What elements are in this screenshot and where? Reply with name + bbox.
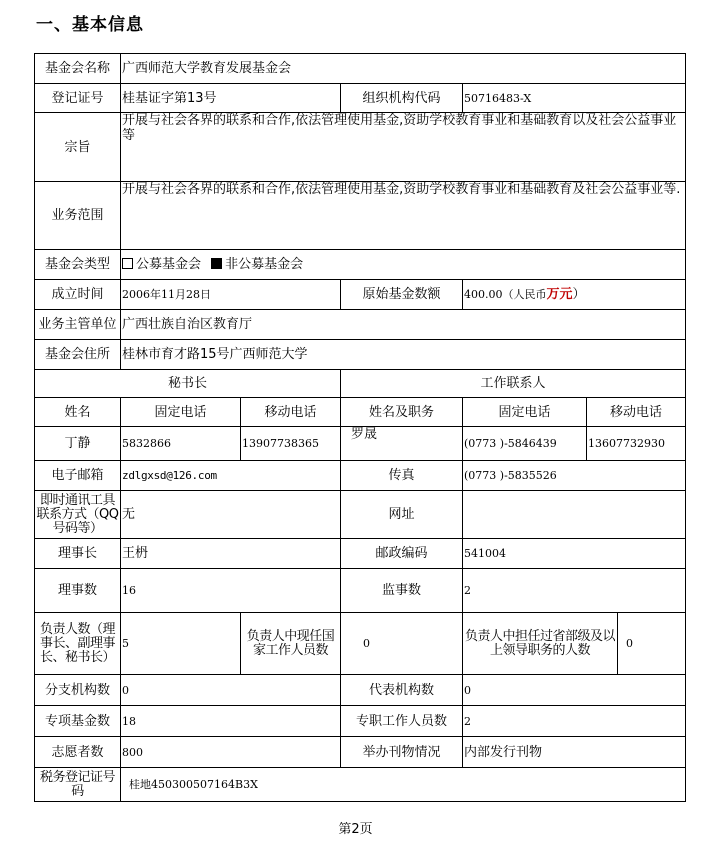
value-tax-registration: 桂地450300507164B3X: [121, 768, 686, 802]
label-address: 基金会住所: [35, 340, 121, 370]
row-special-funds: [35, 706, 686, 737]
value-rep-offices: 0: [463, 675, 686, 706]
value-full-time-staff: 2: [463, 706, 686, 737]
value-state-staff-count: 0: [341, 613, 463, 675]
label-publications: 举办刊物情况: [341, 737, 463, 768]
label-supervisors: 监事数: [341, 569, 463, 613]
value-instant-messaging: 无: [121, 491, 341, 539]
liaison-name-title: 罗晟: [341, 427, 463, 461]
row-purpose: [35, 113, 686, 182]
value-publications: 内部发行刊物: [463, 737, 686, 768]
col-header-name: 姓名: [35, 398, 121, 427]
value-special-funds: 18: [121, 706, 341, 737]
row-foundation-type: [35, 250, 686, 280]
label-postal-code: 邮政编码: [341, 539, 463, 569]
value-business-scope: 开展与社会各界的联系和合作,依法管理使用基金,资助学校教育事业和基础教育及社会公益事业等.: [121, 182, 686, 250]
value-email: zdlgxsd@126.com: [121, 461, 341, 491]
label-state-staff-count: 负责人中现任国家工作人员数: [241, 613, 341, 675]
value-website: [463, 491, 686, 539]
basic-info-table: [34, 53, 686, 802]
value-leaders-count: 5: [121, 613, 241, 675]
initial-fund-unit: 万元: [546, 287, 573, 302]
label-rep-offices: 代表机构数: [341, 675, 463, 706]
label-initial-fund: 原始基金数额: [341, 280, 463, 310]
value-org-code: 50716483-X: [463, 84, 686, 113]
label-website: 网址: [341, 491, 463, 539]
row-instant-messaging: [35, 491, 686, 539]
label-senior-official-count: 负责人中担任过省部级及以上领导职务的人数: [463, 613, 618, 675]
row-branches: [35, 675, 686, 706]
row-contact-columns: [35, 398, 686, 427]
label-branches: 分支机构数: [35, 675, 121, 706]
value-address: 桂林市育才路15号广西师范大学: [121, 340, 686, 370]
row-business-scope: [35, 182, 686, 250]
value-senior-official-count: 0: [618, 613, 686, 675]
public-fund-checkbox: [122, 258, 133, 269]
row-contact-headers: [35, 370, 686, 398]
value-fax: (0773 )-5835526: [463, 461, 686, 491]
row-supervisor: [35, 310, 686, 340]
row-leaders: [35, 613, 686, 675]
label-fax: 传真: [341, 461, 463, 491]
liaison-mobile: 13607732930: [587, 427, 686, 461]
row-contact-values: [35, 427, 686, 461]
initial-fund-amount: 400.00（人民币: [464, 288, 547, 301]
label-registration-number: 登记证号: [35, 84, 121, 113]
secretary-name: 丁静: [35, 427, 121, 461]
header-secretary-general: 秘书长: [35, 370, 341, 398]
label-board-members: 理事数: [35, 569, 121, 613]
col-header-mobile: 移动电话: [241, 398, 341, 427]
header-contact-person: 工作联系人: [341, 370, 686, 398]
value-postal-code: 541004: [463, 539, 686, 569]
row-registration: [35, 84, 686, 113]
initial-fund-close: ）: [572, 287, 586, 302]
row-email: [35, 461, 686, 491]
private-fund-checkbox: [211, 258, 222, 269]
value-foundation-type: [121, 250, 686, 280]
value-supervising-unit: 广西壮族自治区教育厅: [121, 310, 686, 340]
label-special-funds: 专项基金数: [35, 706, 121, 737]
label-email: 电子邮箱: [35, 461, 121, 491]
public-fund-label: 公募基金会: [136, 257, 202, 272]
row-volunteers: [35, 737, 686, 768]
value-board-members: 16: [121, 569, 341, 613]
value-initial-fund: [463, 280, 686, 310]
row-founded: [35, 280, 686, 310]
col-header-landline: 固定电话: [121, 398, 241, 427]
label-founded-date: 成立时间: [35, 280, 121, 310]
label-foundation-type: 基金会类型: [35, 250, 121, 280]
col-header-mobile-2: 移动电话: [587, 398, 686, 427]
label-leaders-count: 负责人数（理事长、副理事长、秘书长）: [35, 613, 121, 675]
row-tax-registration: [35, 768, 686, 802]
page-number: 第2页: [338, 822, 373, 837]
label-foundation-name: 基金会名称: [35, 54, 121, 84]
label-instant-messaging: 即时通讯工具联系方式（QQ号码等）: [35, 491, 121, 539]
value-founded-date: 2006年11月28日: [121, 280, 341, 310]
label-chairman: 理事长: [35, 539, 121, 569]
label-business-scope: 业务范围: [35, 182, 121, 250]
label-org-code: 组织机构代码: [341, 84, 463, 113]
value-foundation-name: 广西师范大学教育发展基金会: [121, 54, 686, 84]
secretary-landline: 5832866: [121, 427, 241, 461]
label-volunteers: 志愿者数: [35, 737, 121, 768]
value-purpose: 开展与社会各界的联系和合作,依法管理使用基金,资助学校教育事业和基础教育以及社会公益事业等: [121, 113, 686, 182]
row-chairman: [35, 539, 686, 569]
value-registration-number: 桂基证字第13号: [121, 84, 341, 113]
label-supervising-unit: 业务主管单位: [35, 310, 121, 340]
value-chairman: 王枬: [121, 539, 341, 569]
label-full-time-staff: 专职工作人员数: [341, 706, 463, 737]
row-address: [35, 340, 686, 370]
label-tax-registration: 税务登记证号码: [35, 768, 121, 802]
section-heading: 一、基本信息: [36, 15, 144, 35]
liaison-landline: (0773 )-5846439: [463, 427, 587, 461]
value-volunteers: 800: [121, 737, 341, 768]
col-header-name-title: 姓名及职务: [341, 398, 463, 427]
value-supervisors: 2: [463, 569, 686, 613]
row-foundation-name: [35, 54, 686, 84]
private-fund-label: 非公募基金会: [225, 257, 304, 272]
col-header-landline-2: 固定电话: [463, 398, 587, 427]
secretary-mobile: 13907738365: [241, 427, 341, 461]
value-branches: 0: [121, 675, 341, 706]
label-purpose: 宗旨: [35, 113, 121, 182]
row-board-counts: [35, 569, 686, 613]
